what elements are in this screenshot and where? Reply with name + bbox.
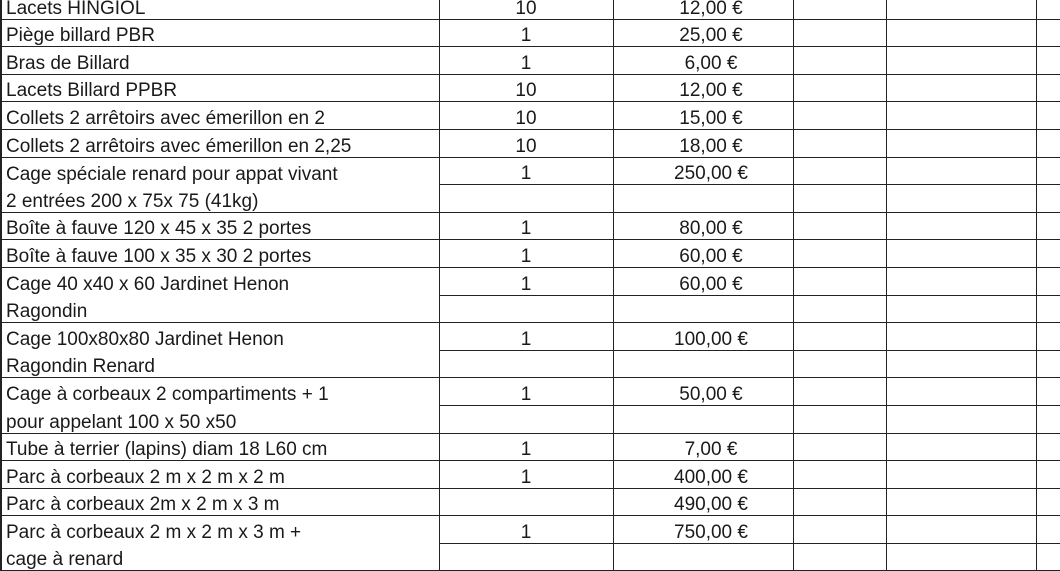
item-description: Bras de Billard (1, 47, 439, 75)
empty-cell (886, 102, 1036, 130)
empty-cell (793, 350, 886, 378)
item-price: 6,00 € (613, 47, 793, 75)
item-quantity: 1 (439, 433, 613, 461)
item-description: Ragondin (1, 295, 439, 323)
table-row (1, 157, 1060, 185)
empty-cell (793, 129, 886, 157)
table-row (1, 323, 1060, 351)
table-row (1, 129, 1060, 157)
item-price: 12,00 € (613, 0, 793, 19)
empty-cell (886, 0, 1036, 19)
item-description: Boîte à fauve 100 x 35 x 30 2 portes (1, 240, 439, 268)
empty-cell (793, 433, 886, 461)
item-price: 15,00 € (613, 102, 793, 130)
empty-cell (793, 240, 886, 268)
table-row (1, 102, 1060, 130)
item-price (613, 295, 793, 323)
empty-cell (1036, 295, 1060, 323)
item-price: 7,00 € (613, 433, 793, 461)
table-row (1, 0, 1060, 19)
item-quantity: 1 (439, 47, 613, 75)
price-table-body (1, 0, 1060, 571)
item-price: 25,00 € (613, 19, 793, 47)
empty-cell (886, 129, 1036, 157)
item-quantity: 10 (439, 129, 613, 157)
item-price (613, 350, 793, 378)
empty-cell (886, 240, 1036, 268)
empty-cell (1036, 74, 1060, 102)
empty-cell (793, 0, 886, 19)
empty-cell (1036, 378, 1060, 406)
empty-cell (1036, 267, 1060, 295)
item-price: 18,00 € (613, 129, 793, 157)
item-description: Cage 100x80x80 Jardinet Henon (1, 323, 439, 351)
table-row (1, 19, 1060, 47)
item-price: 60,00 € (613, 240, 793, 268)
item-description: Lacets Billard PPBR (1, 74, 439, 102)
item-price: 60,00 € (613, 267, 793, 295)
table-row (1, 433, 1060, 461)
empty-cell (886, 433, 1036, 461)
item-quantity: 10 (439, 0, 613, 19)
empty-cell (886, 461, 1036, 489)
item-price: 100,00 € (613, 323, 793, 351)
item-description: Ragondin Renard (1, 350, 439, 378)
empty-cell (1036, 350, 1060, 378)
item-price (613, 543, 793, 571)
empty-cell (886, 488, 1036, 516)
item-description: Lacets HINGIOL (1, 0, 439, 19)
empty-cell (793, 212, 886, 240)
item-quantity: 10 (439, 74, 613, 102)
item-quantity (439, 488, 613, 516)
item-quantity: 1 (439, 323, 613, 351)
item-quantity: 1 (439, 212, 613, 240)
item-price (613, 405, 793, 433)
empty-cell (793, 405, 886, 433)
item-description: Tube à terrier (lapins) diam 18 L60 cm (1, 433, 439, 461)
item-price: 80,00 € (613, 212, 793, 240)
item-price (613, 185, 793, 213)
item-description: Cage 40 x40 x 60 Jardinet Henon (1, 267, 439, 295)
empty-cell (886, 212, 1036, 240)
item-quantity: 1 (439, 267, 613, 295)
item-price: 50,00 € (613, 378, 793, 406)
empty-cell (1036, 543, 1060, 571)
item-description: pour appelant 100 x 50 x50 (1, 405, 439, 433)
empty-cell (793, 102, 886, 130)
item-price: 12,00 € (613, 74, 793, 102)
empty-cell (793, 47, 886, 75)
item-description: Cage à corbeaux 2 compartiments + 1 (1, 378, 439, 406)
item-price: 750,00 € (613, 516, 793, 544)
item-quantity: 1 (439, 461, 613, 489)
empty-cell (886, 350, 1036, 378)
empty-cell (793, 461, 886, 489)
empty-cell (1036, 47, 1060, 75)
empty-cell (793, 267, 886, 295)
table-row (1, 543, 1060, 571)
table-row (1, 240, 1060, 268)
item-quantity (439, 543, 613, 571)
item-description: Parc à corbeaux 2m x 2 m x 3 m (1, 488, 439, 516)
empty-cell (793, 378, 886, 406)
empty-cell (886, 295, 1036, 323)
item-description: 2 entrées 200 x 75x 75 (41kg) (1, 185, 439, 213)
table-row (1, 405, 1060, 433)
empty-cell (1036, 157, 1060, 185)
empty-cell (1036, 102, 1060, 130)
item-quantity: 1 (439, 19, 613, 47)
item-price: 400,00 € (613, 461, 793, 489)
table-row (1, 350, 1060, 378)
item-quantity: 1 (439, 240, 613, 268)
empty-cell (793, 185, 886, 213)
empty-cell (1036, 185, 1060, 213)
empty-cell (886, 543, 1036, 571)
item-quantity (439, 185, 613, 213)
empty-cell (886, 405, 1036, 433)
empty-cell (886, 74, 1036, 102)
item-quantity: 1 (439, 516, 613, 544)
empty-cell (886, 185, 1036, 213)
empty-cell (793, 74, 886, 102)
item-price: 250,00 € (613, 157, 793, 185)
table-row (1, 185, 1060, 213)
item-quantity: 10 (439, 102, 613, 130)
empty-cell (886, 157, 1036, 185)
empty-cell (1036, 129, 1060, 157)
empty-cell (886, 47, 1036, 75)
table-row (1, 212, 1060, 240)
item-description: Parc à corbeaux 2 m x 2 m x 3 m + (1, 516, 439, 544)
item-description: Boîte à fauve 120 x 45 x 35 2 portes (1, 212, 439, 240)
empty-cell (1036, 433, 1060, 461)
table-row (1, 74, 1060, 102)
table-row (1, 47, 1060, 75)
item-quantity (439, 405, 613, 433)
item-description: Cage spéciale renard pour appat vivant (1, 157, 439, 185)
empty-cell (886, 267, 1036, 295)
item-quantity: 1 (439, 157, 613, 185)
empty-cell (1036, 405, 1060, 433)
item-quantity: 1 (439, 378, 613, 406)
item-description: Collets 2 arrêtoirs avec émerillon en 2 (1, 102, 439, 130)
empty-cell (1036, 240, 1060, 268)
item-quantity (439, 295, 613, 323)
empty-cell (1036, 461, 1060, 489)
empty-cell (1036, 212, 1060, 240)
table-row (1, 378, 1060, 406)
table-row (1, 267, 1060, 295)
empty-cell (793, 543, 886, 571)
empty-cell (886, 19, 1036, 47)
empty-cell (886, 323, 1036, 351)
item-quantity (439, 350, 613, 378)
empty-cell (1036, 19, 1060, 47)
table-row (1, 488, 1060, 516)
table-row (1, 295, 1060, 323)
empty-cell (886, 378, 1036, 406)
empty-cell (793, 19, 886, 47)
empty-cell (1036, 0, 1060, 19)
empty-cell (793, 157, 886, 185)
empty-cell (793, 323, 886, 351)
empty-cell (793, 295, 886, 323)
empty-cell (1036, 488, 1060, 516)
item-description: Collets 2 arrêtoirs avec émerillon en 2,25 (1, 129, 439, 157)
item-description: Piège billard PBR (1, 19, 439, 47)
item-price: 490,00 € (613, 488, 793, 516)
empty-cell (1036, 323, 1060, 351)
item-description: cage à renard (1, 543, 439, 571)
item-description: Parc à corbeaux 2 m x 2 m x 2 m (1, 461, 439, 489)
empty-cell (793, 488, 886, 516)
table-row (1, 461, 1060, 489)
